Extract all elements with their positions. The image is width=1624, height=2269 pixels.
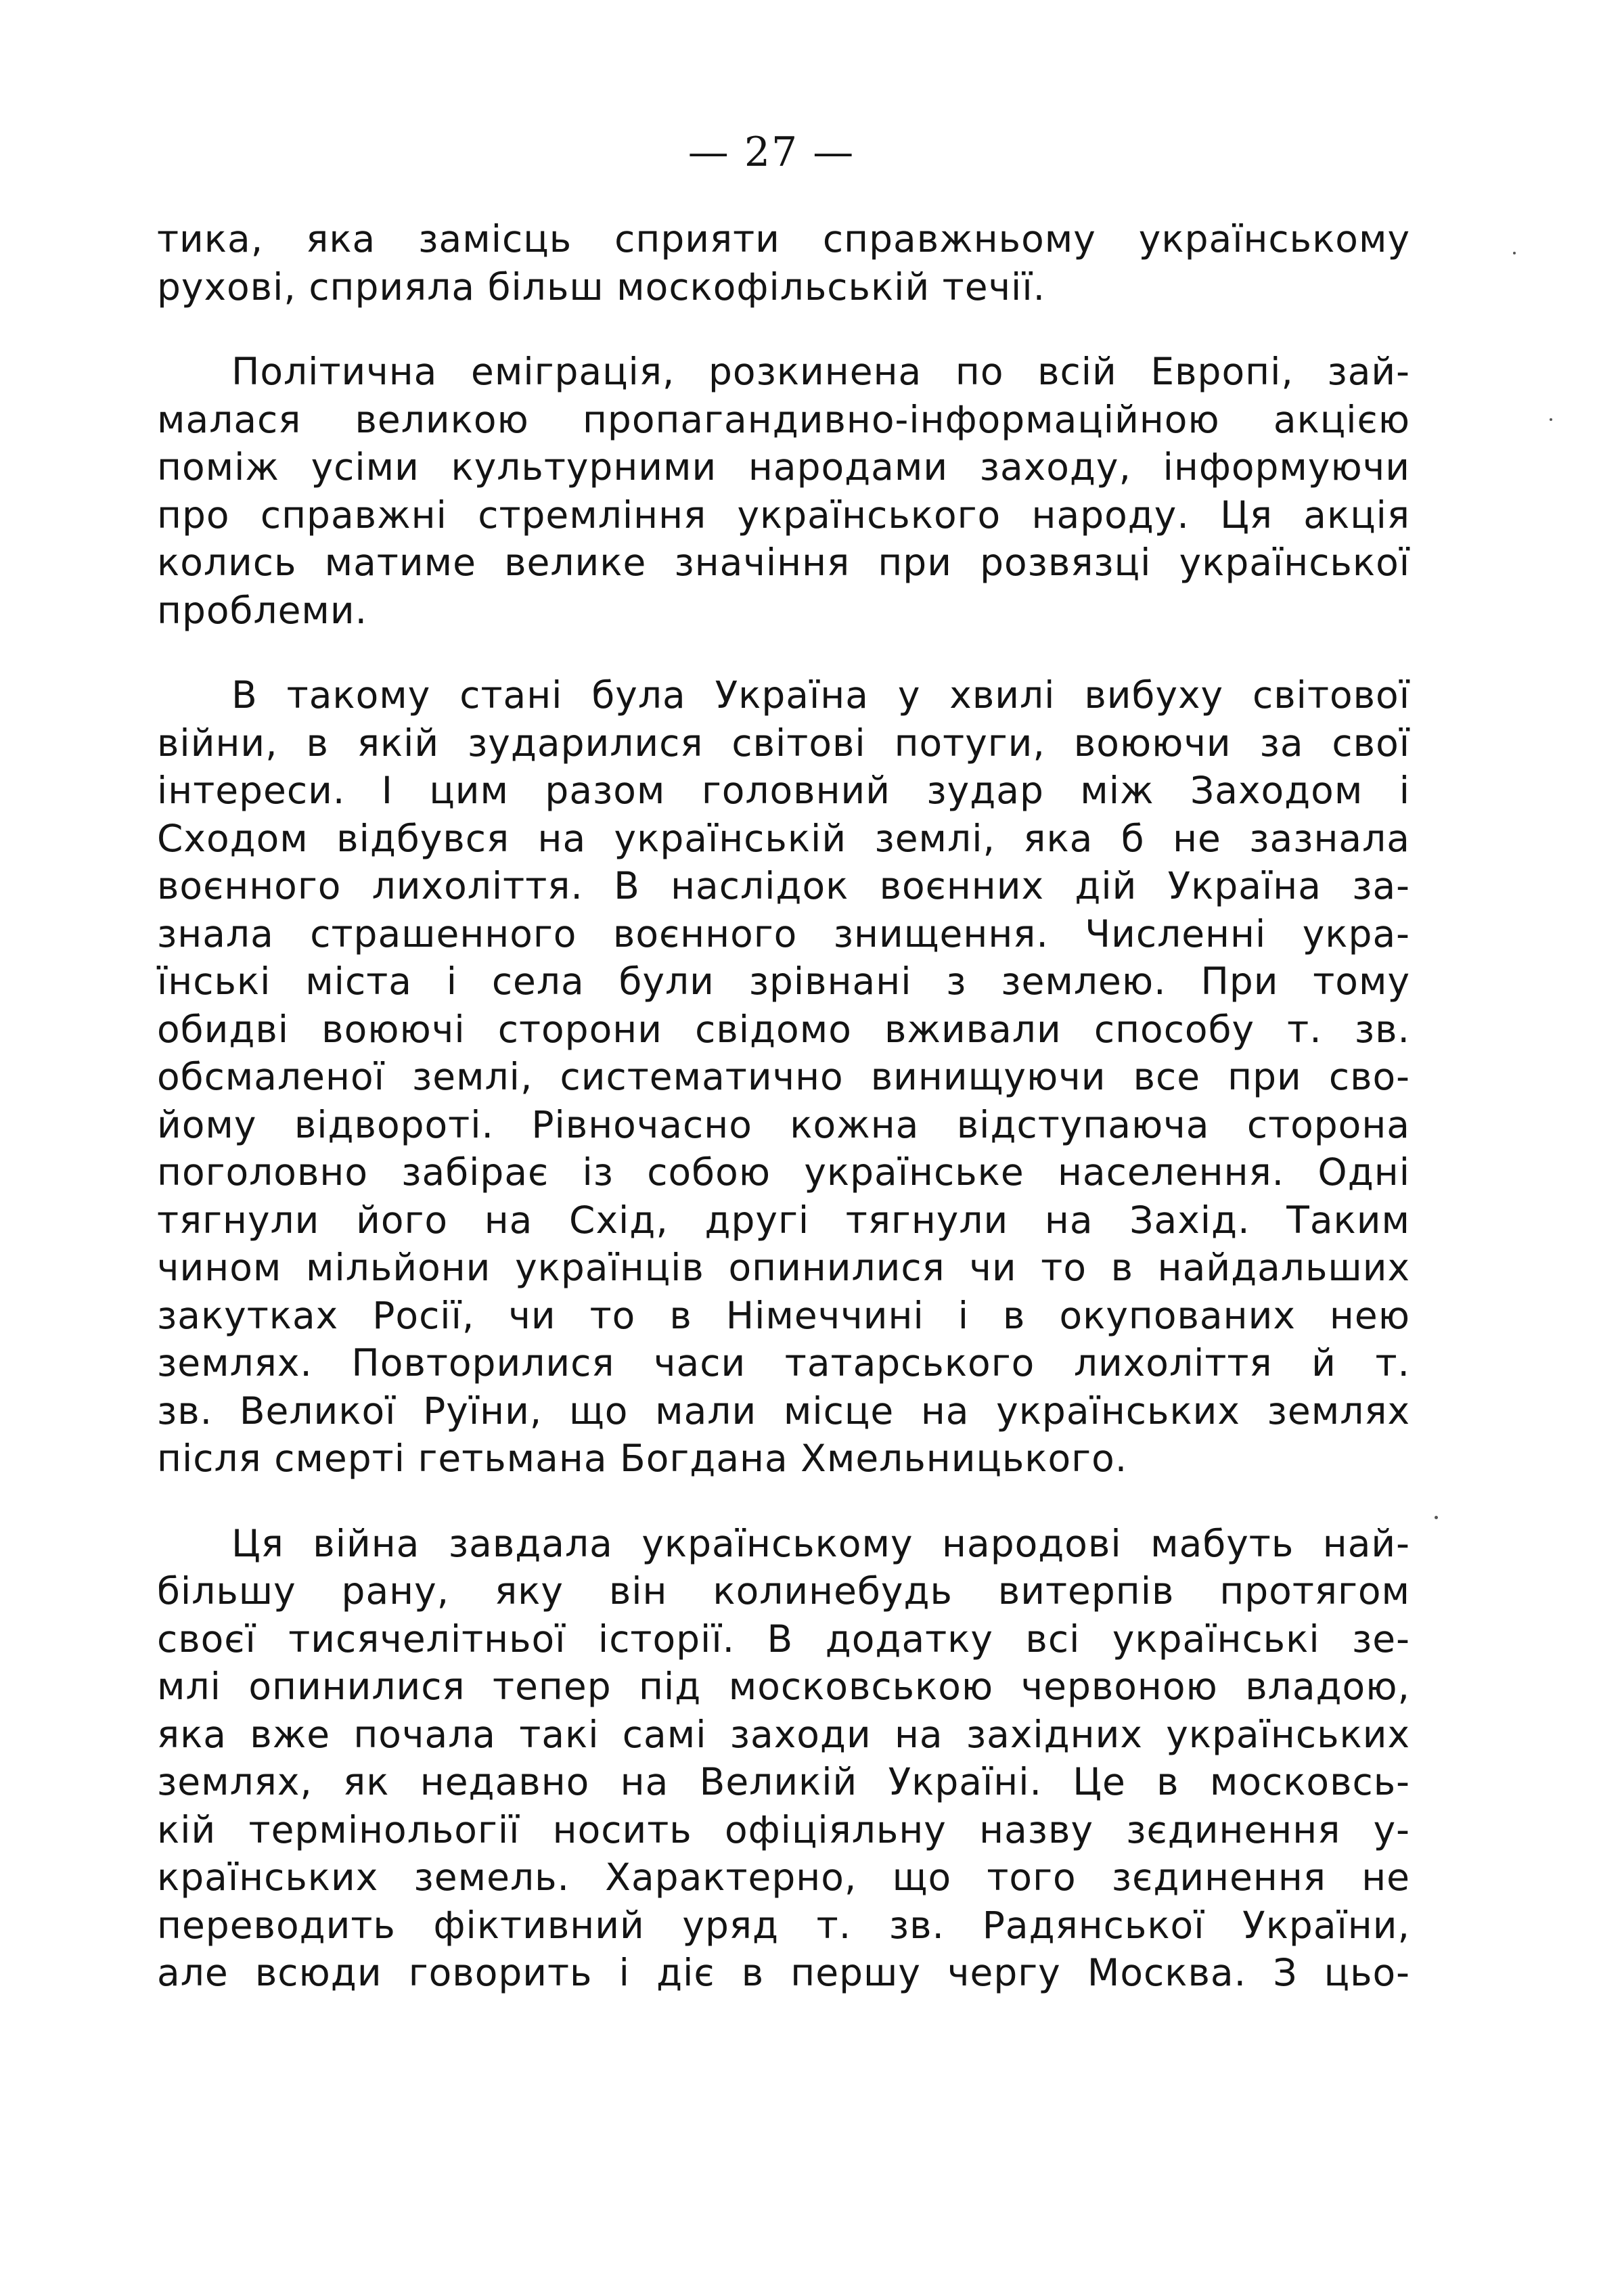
- text-line: переводить фіктивний уряд т. зв. Радянської України,: [157, 1903, 1410, 1947]
- text-line: інтереси. І цим разом головний зудар між Заходом і: [157, 769, 1410, 812]
- text-line: колись матиме велике значіння при розвязці української: [157, 541, 1410, 584]
- text-line: млі опинилися тепер під московською червоною владою,: [157, 1665, 1410, 1708]
- text-line: йому відвороті. Рівночасно кожна відступаюча сторона: [157, 1102, 1410, 1146]
- text-line: своєї тисячелітньої історії. В додатку всі українські зе-: [157, 1617, 1410, 1661]
- text-line: рухові, сприяла більш москофільській течії.: [157, 265, 1046, 309]
- text-line: Політична еміграція, розкинена по всій Европі, зай-: [231, 350, 1410, 393]
- body-text: [157, 215, 1410, 2034]
- text-line: чином мільйони українців опинилися чи то в найдальших: [157, 1246, 1410, 1289]
- text-line: кій термінольогії носить офіціяльну назву зєдинення у-: [157, 1807, 1410, 1851]
- text-line: знала страшенного воєнного знищення. Численні укра-: [157, 912, 1410, 956]
- text-line: обсмаленої землі, систематично винищуючи все при сво-: [157, 1055, 1410, 1098]
- text-line: тика, яка замісць сприяти справжньому українському: [157, 217, 1410, 261]
- text-line: війни, в якій зударилися світові потуги, воюючи за свої: [157, 721, 1410, 765]
- text-line: більшу рану, яку він колинебудь витерпів протягом: [157, 1569, 1410, 1613]
- text-line: яка вже почала такі самі заходи на західних українських: [157, 1712, 1410, 1756]
- text-line: Ця війна завдала українському народові мабуть най-: [231, 1521, 1410, 1565]
- text-line: В такому стані була Україна у хвилі вибуху світової: [231, 673, 1410, 717]
- text-line: закутках Росії, чи то в Німеччині і в окупованих нею: [157, 1293, 1410, 1337]
- text-line: поголовно забірає із собою українське населення. Одні: [157, 1150, 1410, 1194]
- paragraph-3: [157, 671, 1410, 1483]
- text-line: поміж усіми культурними народами заходу, інформуючи: [157, 445, 1410, 489]
- paragraph-1: [157, 215, 1410, 311]
- text-line: малася великою пропагандивно-інформаційною акцією: [157, 397, 1410, 441]
- text-line: але всюди говорить і діє в першу чергу Москва. З цьо-: [157, 1951, 1410, 1994]
- text-line: їнські міста і села були зрівнані з землею. При тому: [157, 960, 1410, 1003]
- paragraph-2: [157, 348, 1410, 634]
- scan-speck: [1550, 418, 1552, 421]
- text-line: про справжні стремління українського народу. Ця акція: [157, 493, 1410, 537]
- scan-speck: [1435, 1516, 1438, 1519]
- paragraph-4: [157, 1520, 1410, 1997]
- scan-speck: [1513, 252, 1516, 254]
- text-line: землях, як недавно на Великій Україні. Це в московсь-: [157, 1760, 1410, 1803]
- text-line: країнських земель. Характерно, що того зєдинення не: [157, 1856, 1410, 1899]
- text-line: землях. Повторилися часи татарського лихоліття й т.: [157, 1341, 1410, 1385]
- page-number: — 27 —: [687, 129, 855, 176]
- text-line: обидві воюючі сторони свідомо вживали способу т. зв.: [157, 1007, 1410, 1051]
- text-line: проблеми.: [157, 588, 368, 632]
- text-line: воєнного лихоліття. В наслідок воєнних дій Україна за-: [157, 864, 1410, 907]
- text-line: після смерті гетьмана Богдана Хмельницького.: [157, 1437, 1128, 1480]
- text-line: зв. Великої Руїни, що мали місце на українських землях: [157, 1389, 1410, 1433]
- text-line: Сходом відбувся на українській землі, яка б не зазнала: [157, 816, 1410, 860]
- text-line: тягнули його на Схід, другі тягнули на Захід. Таким: [157, 1198, 1410, 1242]
